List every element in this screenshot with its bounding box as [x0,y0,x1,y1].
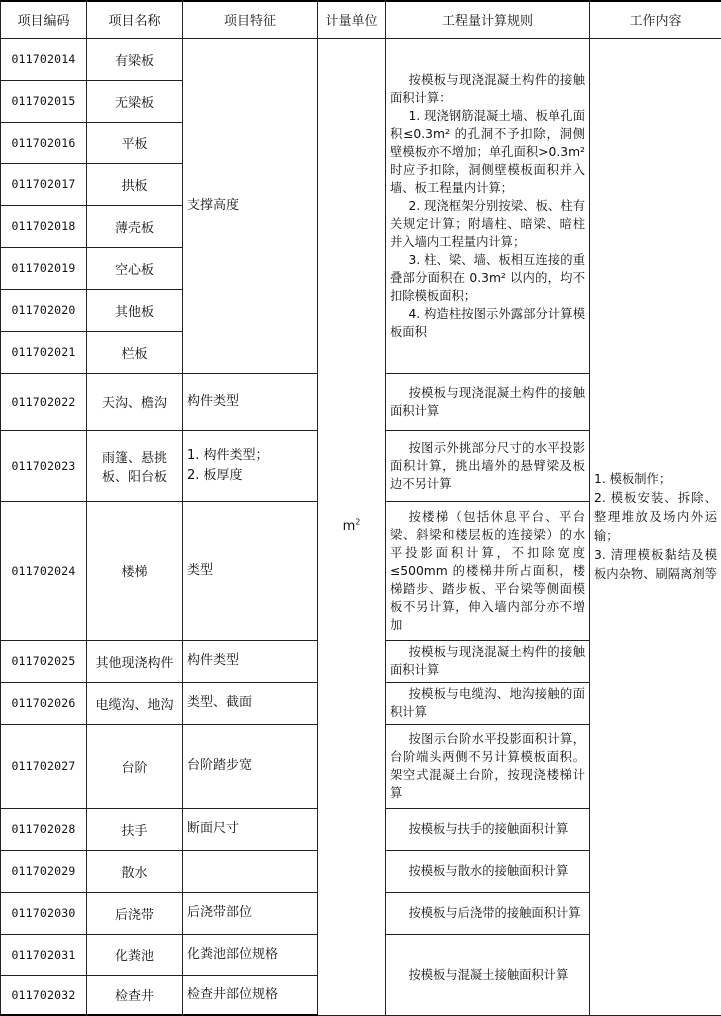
rule-slabs-line: 2. 现浇框架分别按梁、板、柱有关规定计算；附墙柱、暗梁、暗柱并入墙内工程量内计算； [390,197,585,251]
item-feature: 后浇带部位 [183,892,318,934]
item-code: 011702030 [1,892,87,934]
item-name: 楼梯 [87,501,183,640]
table-row [1,38,721,80]
item-code: 011702019 [1,247,87,289]
rule-text [386,501,590,640]
header-unit: 计量单位 [318,1,386,38]
item-name: 薄壳板 [87,205,183,247]
work-line: 2. 模板安装、拆除、整理堆放及场内外运输； [594,489,717,546]
rule-text [386,850,590,892]
item-name: 无梁板 [87,80,183,122]
rule-text [386,724,590,808]
feature-line: 2. 板厚度 [187,466,313,486]
item-code: 011702016 [1,122,87,163]
item-code: 011702028 [1,808,87,850]
item-name: 其他板 [87,289,183,331]
item-code: 011702023 [1,430,87,501]
rule-line: 按模板与扶手的接触面积计算 [390,820,585,838]
item-name: 雨篷、悬挑板、阳台板 [87,430,183,501]
rule-line: 按模板与现浇混凝土构件的接触面积计算 [390,384,585,420]
item-code: 011702022 [1,373,87,430]
rule-text [386,892,590,934]
rule-slabs-line: 4. 构造柱按图示外露部分计算模板面积 [390,305,585,341]
item-feature: 构件类型 [183,640,318,682]
item-feature: 检查井部位规格 [183,975,318,1015]
work-content [590,38,721,1015]
unit-cell [318,38,386,1015]
unit-text: m [343,519,356,534]
rule-line: 按模板与散水的接触面积计算 [390,862,585,880]
rule-line: 按模板与后浇带的接触面积计算 [390,904,585,922]
item-feature: 构件类型 [183,373,318,430]
item-code: 011702026 [1,682,87,724]
item-feature [183,430,318,501]
item-name: 平板 [87,122,183,163]
item-code: 011702018 [1,205,87,247]
item-code: 011702020 [1,289,87,331]
item-name: 有梁板 [87,38,183,80]
item-name: 其他现浇构件 [87,640,183,682]
rule-text [386,934,590,1015]
item-name: 散水 [87,850,183,892]
item-name: 化粪池 [87,934,183,975]
item-feature: 类型、截面 [183,682,318,724]
rule-text [386,682,590,724]
rule-text [386,808,590,850]
item-feature [183,850,318,892]
item-name: 空心板 [87,247,183,289]
header-name: 项目名称 [87,1,183,38]
item-name: 拱板 [87,163,183,205]
rule-line: 按模板与现浇混凝土构件的接触面积计算 [390,643,585,679]
item-name: 台阶 [87,724,183,808]
item-name: 扶手 [87,808,183,850]
item-code: 011702021 [1,331,87,373]
header-row [1,1,721,38]
rule-line: 按模板与电缆沟、地沟接触的面积计算 [390,685,585,721]
rule-text [386,373,590,430]
item-code: 011702027 [1,724,87,808]
work-line: 1. 模板制作； [594,470,717,489]
item-feature: 台阶踏步宽 [183,724,318,808]
rule-text [386,430,590,501]
rule-text [386,640,590,682]
item-code: 011702014 [1,38,87,80]
work-line: 3. 清理模板黏结及模板内杂物、刷隔离剂等 [594,546,717,584]
item-feature: 类型 [183,501,318,640]
item-code: 011702015 [1,80,87,122]
item-name: 电缆沟、地沟 [87,682,183,724]
rule-line: 按模板与混凝土接触面积计算 [390,966,585,984]
rule-slabs [386,38,590,373]
item-name: 栏板 [87,331,183,373]
item-code: 011702031 [1,934,87,975]
rule-slabs-line: 1. 现浇钢筋混凝土墙、板单孔面积≤0.3m² 的孔洞不予扣除，洞侧壁模板亦不增加；单孔面积>0.3m² 时应予扣除，洞侧壁模板面积并入墙、板工程量内计算； [390,107,585,197]
item-name: 天沟、檐沟 [87,373,183,430]
item-code: 011702024 [1,501,87,640]
item-feature: 化粪池部位规格 [183,934,318,975]
item-name: 后浇带 [87,892,183,934]
header-rule: 工程量计算规则 [386,1,590,38]
header-code: 项目编码 [1,1,87,38]
header-work: 工作内容 [590,1,721,38]
item-code: 011702032 [1,975,87,1015]
item-code: 011702029 [1,850,87,892]
rule-line: 按图示外挑部分尺寸的水平投影面积计算，挑出墙外的悬臂梁及板边不另计算 [390,439,585,493]
rule-line: 按图示台阶水平投影面积计算，台阶端头两侧不另计算模板面积。架空式混凝土台阶，按现浇楼梯计算 [390,730,585,802]
rule-line: 按楼梯（包括休息平台、平台梁、斜梁和楼层板的连接梁）的水平投影面积计算，不扣除宽度≤500mm 的楼梯井所占面积，楼梯踏步、踏步板、平台梁等侧面模板不另计算，伸入墙内部分亦不增加 [390,508,585,634]
item-feature: 断面尺寸 [183,808,318,850]
item-feature-slabs: 支撑高度 [183,38,318,373]
item-code: 011702025 [1,640,87,682]
rule-slabs-line: 3. 柱、梁、墙、板相互连接的重叠部分面积在 0.3m² 以内的，均不扣除模板面积； [390,251,585,305]
feature-line: 1. 构件类型； [187,446,313,466]
rule-slabs-line: 按模板与现浇混凝土构件的接触面积计算： [390,71,585,107]
unit-superscript: 2 [355,518,360,527]
item-name: 检查井 [87,975,183,1015]
header-features: 项目特征 [183,1,318,38]
item-code: 011702017 [1,163,87,205]
